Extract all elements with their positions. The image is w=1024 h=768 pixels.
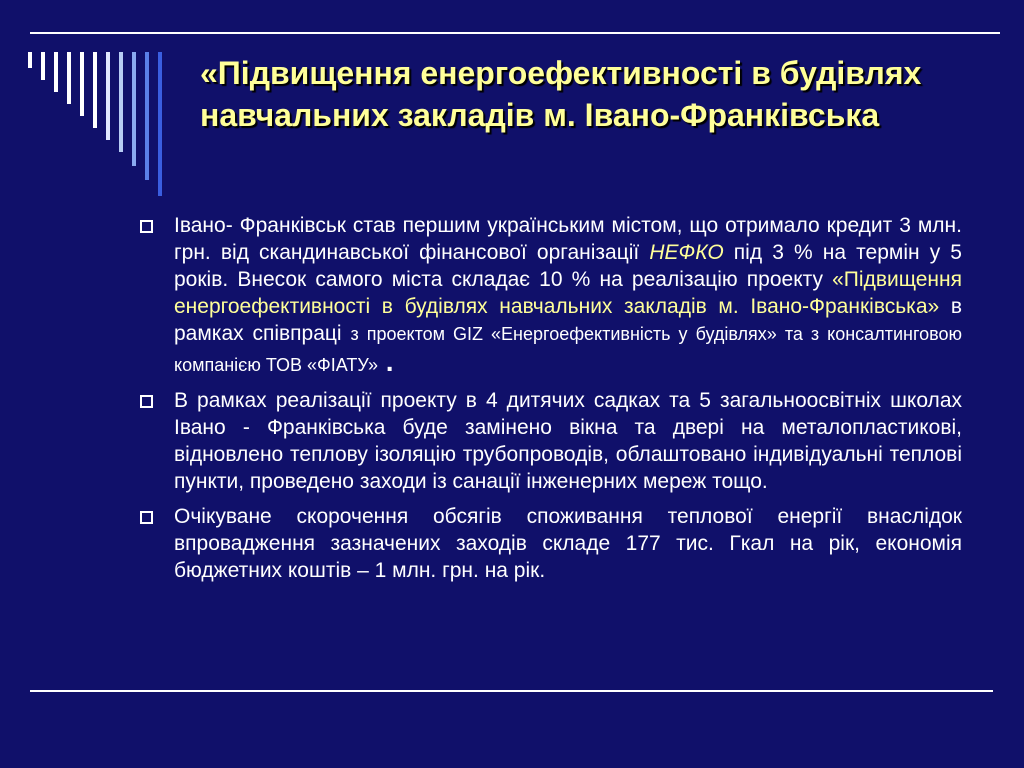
bullet-text: . xyxy=(377,346,394,377)
bottom-divider xyxy=(30,690,993,692)
organization-name: НЕФКО xyxy=(649,241,724,264)
square-bullet-icon xyxy=(140,220,153,233)
bullet-text: Очікуване скорочення обсягів споживання теплової енергії внаслідок впровадження зазначених заходів складе 177 тис. Гкал на рік, економія бюджетних коштів – 1 млн. грн. на рік. xyxy=(174,505,962,582)
bullet-text: В рамках реалізації проекту в 4 дитячих садках та 5 загальноосвітніх школах Івано - Франківська буде замінено вікна та двері на металопластикові, відновлено теплову ізоляцію трубопроводів, облаштовано індивідуальні теплові пункти, проведено заходи із санації інженерних мереж тощо. xyxy=(174,389,962,493)
bullet-text: Івано- Франківськ став першим українським містом, що отримало кредит 3 млн. грн. від скандинавської фінансової організації xyxy=(174,214,962,264)
bullet-item-implementation xyxy=(140,387,962,495)
bullet-list xyxy=(140,212,962,592)
slide-title: «Підвищення енергоефективності в будівлях навчальних закладів м. Івано-Франківська xyxy=(200,55,922,133)
square-bullet-icon xyxy=(140,511,153,524)
partners-text: з проектом GIZ «Енергоефективність у будівлях» та з консалтинговою компанією ТОВ «ФІАТУ» xyxy=(174,324,962,375)
project-name: «Підвищення енергоефективності в будівлях навчальних закладів м. Івано-Франківська» xyxy=(174,268,962,318)
square-bullet-icon xyxy=(140,395,153,408)
bullet-item-savings xyxy=(140,503,962,584)
bullet-text: в рамках співпраці xyxy=(174,295,962,345)
bullet-item-credit xyxy=(140,212,962,379)
bullet-text: під 3 % на термін у 5 років. Внесок самого міста складає 10 % на реалізацію проекту xyxy=(174,241,962,291)
